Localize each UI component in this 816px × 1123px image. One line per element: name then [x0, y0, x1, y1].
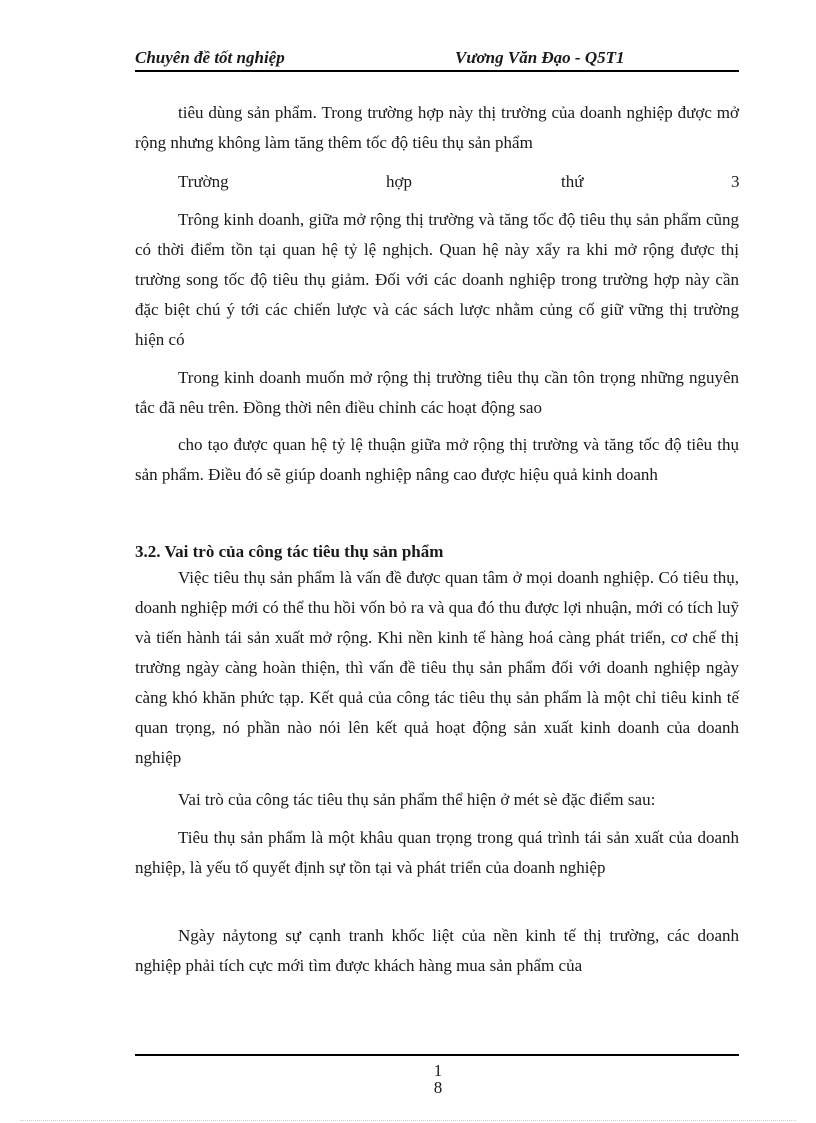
case-3-line	[178, 170, 739, 194]
paragraph-6: Việc tiêu thụ sản phẩm là vấn đề được quan tâm ở mọi doanh nghiệp. Có tiêu thụ, doanh nghiệp mới có thể thu hồi vốn bỏ ra và qua đó thu được lợi nhuận, mới có tích luỹ và tiến hành tái sản xuất mở rộng. Khi nền kinh tế hàng hoá càng phát triển, cơ chế thị trường ngày càng hoàn thiện, thì vấn đề tiêu thụ sản phẩm đối với doanh nghiệp ngày càng khó khăn phức tạp. Kết quả của công tác tiêu thụ sản phẩm là một chỉ tiêu kinh tế quan trọng, nó phần nào nói lên kết quả hoạt động sản xuất kinh doanh của doanh nghiệp	[135, 568, 739, 767]
paragraph-8: Tiêu thụ sản phẩm là một khâu quan trọng trong quá trình tái sản xuất của doanh nghiệp, là yếu tố quyết định sự tồn tại và phát triển của doanh nghiệp	[135, 828, 739, 877]
case-3-number: 3	[731, 172, 740, 191]
paragraph-consumption	[135, 98, 739, 158]
paragraph-inverse-relation	[135, 205, 739, 355]
page-bottom-edge	[20, 1120, 796, 1121]
header-author: Vương Văn Đạo - Q5T1	[455, 48, 625, 67]
paragraph-proportional	[135, 430, 739, 490]
header-document-title: Chuyên đề tốt nghiệp	[135, 48, 285, 67]
section-heading: 3.2. Vai trò của công tác tiêu thụ sản phẩm	[135, 542, 444, 561]
case-3-word-1: Trường	[178, 172, 229, 191]
paragraph-5: cho tạo được quan hệ tỷ lệ thuận giữa mở rộng thị trường và tăng tốc độ tiêu thụ sản phẩm. Điều đó sẽ giúp doanh nghiệp nâng cao được hiệu quả kinh doanh	[135, 435, 739, 484]
paragraph-9: Ngày nảytong sự cạnh tranh khốc liệt của nền kinh tế thị trường, các doanh nghiệp phải tích cực mới tìm được khách hàng mua sản phẩm của	[135, 926, 739, 975]
paragraph-role-intro	[135, 563, 739, 773]
page-number-line-1: 1	[433, 1061, 443, 1080]
case-3-word-2: hợp	[386, 172, 412, 191]
paragraph-3: Trông kinh doanh, giữa mở rộng thị trường và tăng tốc độ tiêu thụ sản phẩm cũng có thời điểm tồn tại quan hệ tỷ lệ nghịch. Quan hệ này xẩy ra khi mở rộng được thị trường song tốc độ tiêu thụ giảm. Đối với các doanh nghiệp trong trường hợp này cần đặc biệt chú ý tới các chiến lược và các sách lược nhằm củng cố giữ vững thị trường hiện có	[135, 210, 739, 349]
paragraph-7: Vai trò của công tác tiêu thụ sản phẩm thể hiện ở mét sè đặc điểm sau:	[178, 790, 656, 809]
paragraph-role-list-intro	[135, 785, 739, 815]
paragraph-key-stage	[135, 823, 739, 883]
paragraph-1: tiêu dùng sản phẩm. Trong trường hợp này thị trường của doanh nghiệp được mở rộng nhưng không làm tăng thêm tốc độ tiêu thụ sản phẩm	[135, 103, 739, 152]
paragraph-4: Trong kinh doanh muốn mở rộng thị trường tiêu thụ cần tôn trọng những nguyên tắc đã nêu trên. Đồng thời nên điều chỉnh các hoạt động sao	[135, 368, 739, 417]
paragraph-principles	[135, 363, 739, 423]
footer-divider	[135, 1054, 739, 1056]
page-number-line-2: 8	[433, 1078, 443, 1097]
case-3-word-3: thứ	[561, 172, 584, 191]
page-header	[135, 48, 739, 72]
paragraph-competition	[135, 921, 739, 981]
